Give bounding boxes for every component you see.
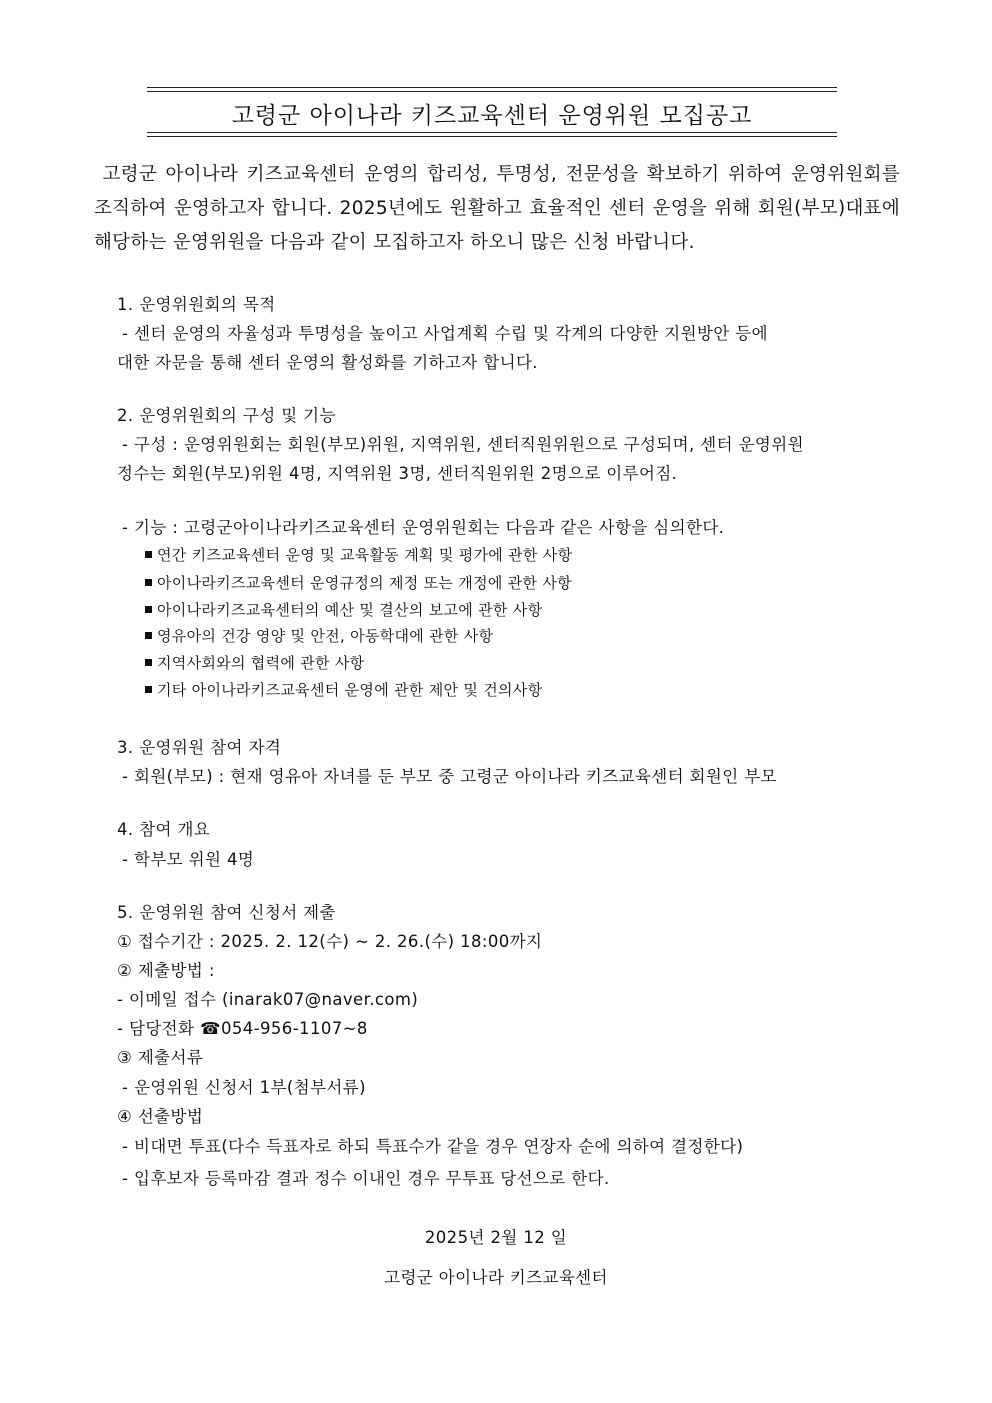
submission-email: - 이메일 접수 (inarak07@naver.com) <box>117 990 419 1009</box>
section-1-line-1: - 센터 운영의 자율성과 투명성을 높이고 사업계획 수립 및 각계의 다양한 지원방안 등에 <box>122 324 768 343</box>
section-5-heading: 5. 운영위원 참여 신청서 제출 <box>117 903 336 922</box>
list-item: 연간 키즈교육센터 운영 및 교육활동 계획 및 평가에 관한 사항 <box>145 544 572 565</box>
square-bullet-icon <box>145 659 152 666</box>
title-top-rule-inner <box>147 91 837 92</box>
contact-phone: - 담당전화 ☎054-956-1107~8 <box>117 1019 368 1038</box>
intro-text: 고령군 아이나라 키즈교육센터 운영의 합리성, 투명성, 전문성을 확보하기 위하여 운영위원회를 조직하여 운영하고자 합니다. 2025년에도 원활하고 효율적인 센터 운영을 위해 회원(부모)대표에 해당하는 운영위원을 다음과 같이 모집하고자 하오니 많은 신청 바랍니다. <box>94 164 900 253</box>
section-2-function: - 기능 : 고령군아이나라키즈교육센터 운영위원회는 다음과 같은 사항을 심의한다. <box>122 518 725 537</box>
selection-method-line-2: - 입후보자 등록마감 결과 정수 이내인 경우 무투표 당선으로 한다. <box>122 1169 610 1188</box>
title-bottom-rule <box>147 136 837 137</box>
square-bullet-icon <box>145 686 152 693</box>
square-bullet-icon <box>145 606 152 613</box>
document-title: 고령군 아이나라 키즈교육센터 운영위원 모집공고 <box>231 103 753 129</box>
organization-name: 고령군 아이나라 키즈교육센터 <box>384 1268 608 1287</box>
list-item: 아이나라키즈교육센터 운영규정의 제정 또는 개정에 관한 사항 <box>145 572 572 593</box>
list-item: 아이나라키즈교육센터의 예산 및 결산의 보고에 관한 사항 <box>145 599 542 620</box>
submission-method: ② 제출방법 : <box>117 961 215 980</box>
selection-method-line-1: - 비대면 투표(다수 득표자로 하되 특표수가 같을 경우 연장자 순에 의하여 결정한다) <box>122 1137 744 1156</box>
section-1-line-2: 대한 자문을 통해 센터 운영의 활성화를 기하고자 합니다. <box>117 353 538 372</box>
intro-paragraph <box>94 158 900 260</box>
section-4-line-1: - 학부모 위원 4명 <box>122 850 255 869</box>
title-box <box>147 87 837 137</box>
selection-method: ④ 선출방법 <box>117 1107 204 1126</box>
square-bullet-icon <box>145 632 152 639</box>
section-1-heading: 1. 운영위원회의 목적 <box>117 295 276 314</box>
section-2-heading: 2. 운영위원회의 구성 및 기능 <box>117 406 336 425</box>
list-item: 지역사회와의 협력에 관한 사항 <box>145 652 364 673</box>
list-item: 영유아의 건강 영양 및 안전, 아동학대에 관한 사항 <box>145 625 493 646</box>
section-3-line-1: - 회원(부모) : 현재 영유아 자녀를 둔 부모 중 고령군 아이나라 키즈교육센터 회원인 부모 <box>122 767 777 786</box>
section-2-line-2: 정수는 회원(부모)위원 4명, 지역위원 3명, 센터직원위원 2명으로 이루어짐. <box>117 464 678 483</box>
section-4-heading: 4. 참여 개요 <box>117 820 211 839</box>
section-2-line-1: - 구성 : 운영위원회는 회원(부모)위원, 지역위원, 센터직원위원으로 구성되며, 센터 운영위원 <box>122 435 804 454</box>
title-top-rule <box>147 87 837 88</box>
section-3-heading: 3. 운영위원 참여 자격 <box>117 738 282 757</box>
list-item: 기타 아이나라키즈교육센터 운영에 관한 제안 및 건의사항 <box>145 679 542 700</box>
square-bullet-icon <box>145 579 152 586</box>
required-documents-line: - 운영위원 신청서 1부(첨부서류) <box>122 1078 366 1097</box>
document-date: 2025년 2월 12 일 <box>424 1228 568 1247</box>
title-bottom-rule-inner <box>147 132 837 133</box>
required-documents: ③ 제출서류 <box>117 1048 204 1067</box>
square-bullet-icon <box>145 551 152 558</box>
submission-period: ① 접수기간 : 2025. 2. 12(수) ~ 2. 26.(수) 18:00까지 <box>117 932 543 951</box>
